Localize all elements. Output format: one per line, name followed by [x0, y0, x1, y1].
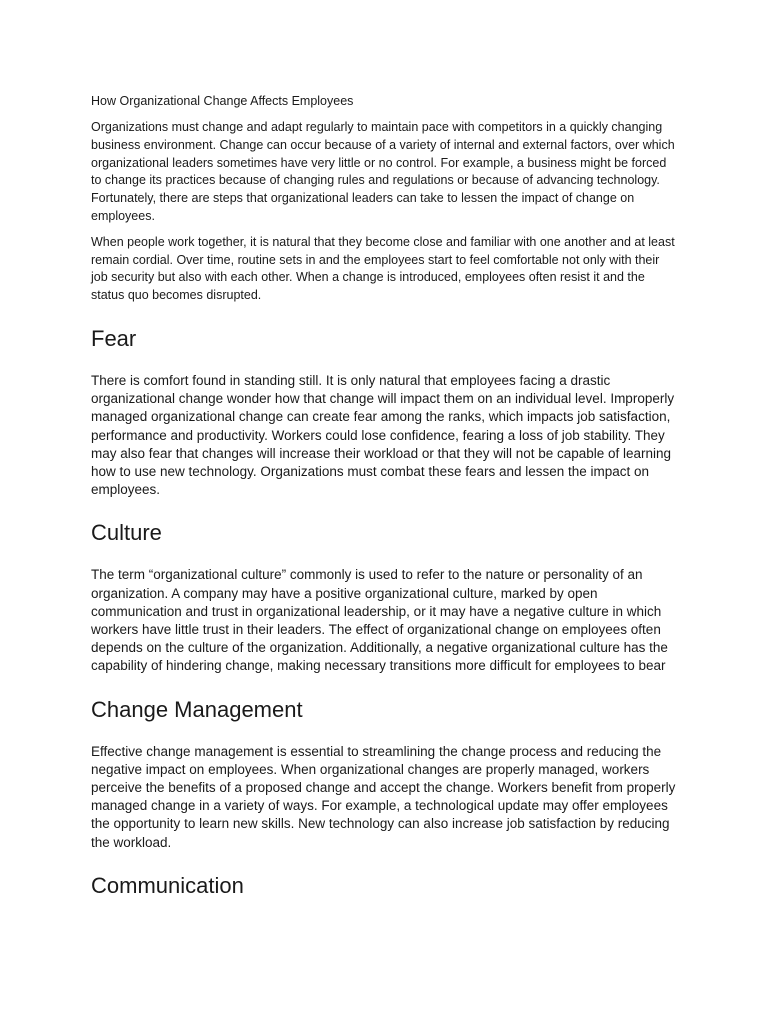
section-body-change-management: Effective change management is essential to streamlining the change process and reducing the negative impact on employees. When organizational changes are properly managed, workers perceive the benefits of a proposed change and accept the change. Workers benefit from properly managed change in a variety of ways. For example, a technological update may offer employees the opportunity to learn new skills. New technology can also increase job satisfaction by reducing the workload.	[91, 743, 676, 850]
document-title: How Organizational Change Affects Employees	[91, 94, 354, 108]
intro-paragraph-1: Organizations must change and adapt regularly to maintain pace with competitors in a quickly changing business environment. Change can occur because of a variety of internal and external factors, over which organizational leaders sometimes have very little or no control. For example, a business might be forced to change its practices because of changing rules and regulations or because of advancing technology. Fortunately, there are steps that organizational leaders can take to lessen the impact of change on employees.	[91, 120, 675, 223]
section-fear	[91, 326, 678, 499]
section-culture	[91, 520, 678, 675]
section-heading-communication: Communication	[91, 872, 244, 898]
intro-paragraph-2: When people work together, it is natural that they become close and familiar with one another and at least remain cordial. Over time, routine sets in and the employees start to feel comfortable not only with their job security but also with each other. When a change is introduced, employees often resist it and the status quo becomes disrupted.	[91, 234, 675, 303]
section-heading-fear: Fear	[91, 325, 137, 351]
section-heading-culture: Culture	[91, 520, 162, 546]
section-heading-change-management: Change Management	[91, 696, 303, 722]
section-body-fear: There is comfort found in standing still. It is only natural that employees facing a drastic organizational change wonder how that change will impact them on an individual level. Improperly managed organizational change can create fear among the ranks, which impacts job satisfaction, performance and productivity. Workers could lose confidence, fearing a loss of job stability. They may also fear that changes will increase their workload or that they will not be capable of learning how to use new technology. Organizations must combat these fears and lessen the impact on employees.	[91, 372, 675, 498]
section-body-culture: The term “organizational culture” commonly is used to refer to the nature or personality of an organization. A company may have a positive organizational culture, marked by open communication and trust in organizational leadership, or it may have a negative culture in which workers have little trust in their leaders. The effect of organizational change on employees often depends on the culture of the organization. Additionally, a negative organizational culture has the capability of hindering change, making necessary transitions more difficult for employees to bear	[91, 567, 668, 674]
section-communication	[91, 873, 678, 899]
section-change-management	[91, 697, 678, 852]
